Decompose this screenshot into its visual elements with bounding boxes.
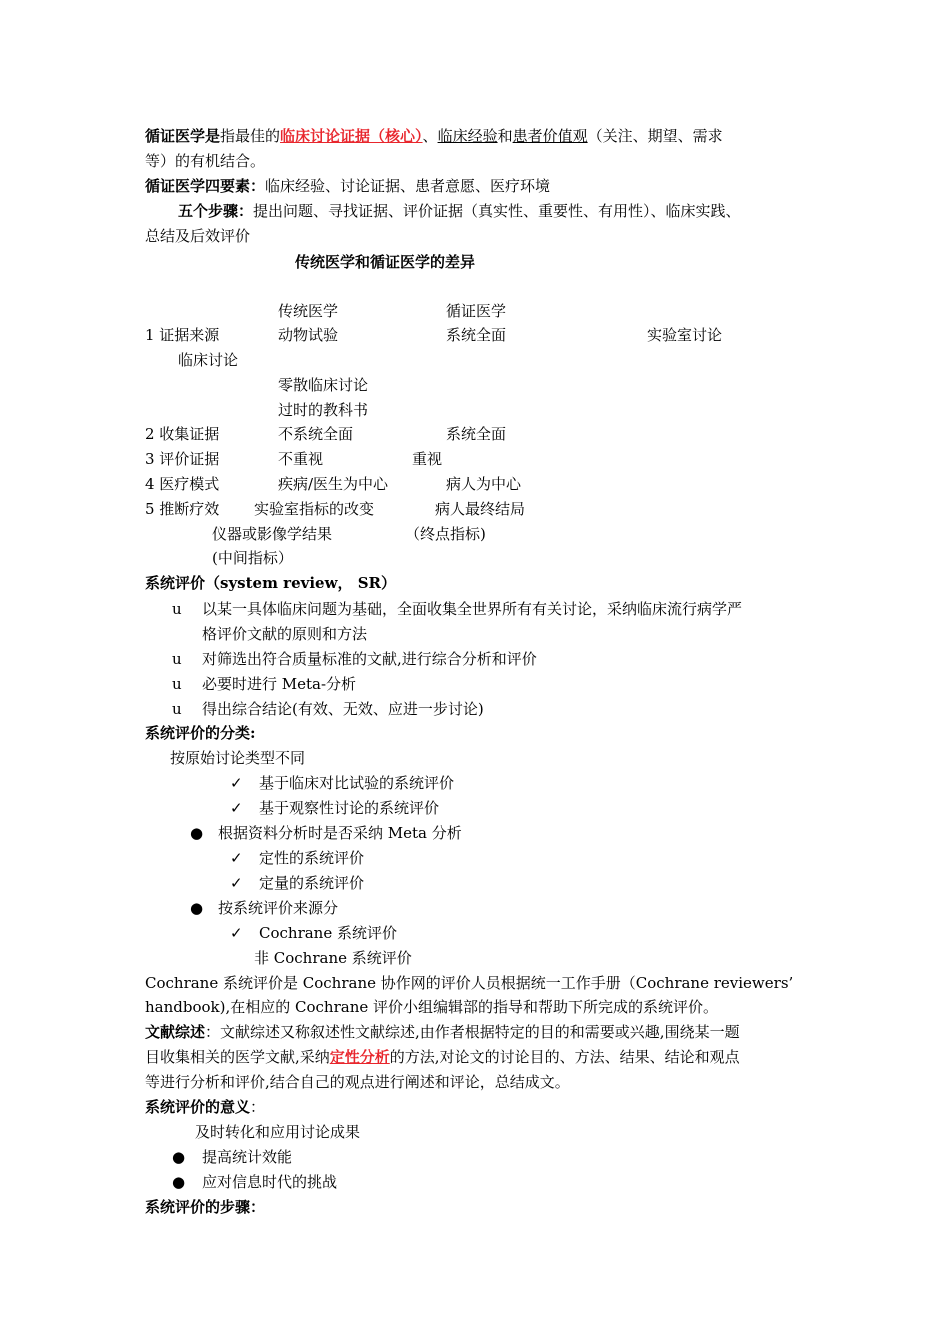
- review-line-2: [145, 1047, 740, 1067]
- check-icon: ✓: [230, 799, 243, 817]
- definition-clinical-experience: 临床经验: [437, 127, 498, 145]
- classification-item-2: 基于观察性讨论的系统评价: [259, 799, 440, 817]
- five-steps-line-1: [178, 201, 741, 221]
- row5-traditional: 实验室指标的改变: [254, 500, 375, 518]
- comparison-title: 传统医学和循证医学的差异: [295, 253, 476, 271]
- significance-heading: 系统评价的意义: [145, 1098, 251, 1116]
- sr-item-1-cont: 格评价文献的原则和方法: [202, 625, 368, 643]
- bullet-dot-icon: ●: [190, 899, 204, 917]
- row4-traditional: 疾病/医生为中心: [278, 475, 389, 493]
- row1-traditional: 动物试验: [278, 326, 339, 344]
- sr-item-3: 必要时进行 Meta-分析: [202, 675, 357, 693]
- row3-ebm: 重视: [412, 450, 443, 468]
- cochrane-line-1: Cochrane 系统评价是 Cochrane 协作网的评价人员根据统一工作手册（Cochrane reviewers’: [145, 974, 794, 992]
- conjunction: 和: [497, 127, 513, 145]
- definition-text: 指最佳的: [220, 127, 281, 145]
- significance-item-1: 提高统计效能: [202, 1148, 293, 1166]
- four-elements: [145, 176, 550, 196]
- row5-traditional-2: 仪器或影像学结果: [212, 525, 333, 543]
- definition-patient-values: 患者价值观: [512, 127, 588, 145]
- separator: 、: [422, 127, 438, 145]
- sr-item-2: 对筛选出符合质量标准的文献,进行综合分析和评价: [202, 650, 537, 668]
- row5-traditional-3: (中间指标）: [212, 549, 293, 567]
- five-steps-label: 五个步骤：: [178, 202, 254, 220]
- row4-ebm: 病人为中心: [446, 475, 522, 493]
- review-colon: ：: [205, 1023, 221, 1041]
- definition-line-2: 等）的有机结合。: [145, 152, 266, 170]
- row3-traditional: 不重视: [278, 450, 324, 468]
- row1-continuation: 临床讨论: [178, 351, 239, 369]
- check-icon: ✓: [230, 874, 243, 892]
- significance-item-0: 及时转化和应用讨论成果: [195, 1123, 361, 1141]
- five-steps-line-2: 总结及后效评价: [145, 227, 251, 245]
- row1-traditional-2: 零散临床讨论: [278, 376, 369, 394]
- significance-colon: ：: [250, 1098, 266, 1116]
- review-label: 文献综述: [145, 1023, 206, 1041]
- review-highlight: 定性分析: [329, 1048, 390, 1066]
- significance-item-2: 应对信息时代的挑战: [202, 1173, 338, 1191]
- review-line-3: 等进行分析和评价,结合自己的观点进行阐述和评论，总结成文。: [145, 1073, 570, 1091]
- row2-label: 2 收集证据: [145, 425, 220, 443]
- sr-item-1: 以某一具体临床问题为基础，全面收集全世界所有有关讨论，采纳临床流行病学严: [202, 600, 743, 618]
- row1-ebm: 系统全面: [446, 326, 507, 344]
- classification-intro: 按原始讨论类型不同: [170, 749, 306, 767]
- row5-label: 5 推断疗效: [145, 500, 220, 518]
- review-text-1: 文献综述又称叙述性文献综述,由作者根据特定的目的和需要或兴趣,围绕某一题: [220, 1023, 740, 1041]
- header-traditional: 传统医学: [278, 302, 339, 320]
- row5-ebm: 病人最终结局: [435, 500, 526, 518]
- classification-group-2: 根据资料分析时是否采纳 Meta 分析: [218, 824, 462, 842]
- row2-traditional: 不系统全面: [278, 425, 354, 443]
- significance-heading-line: [145, 1097, 265, 1117]
- sr-bullet-4: u: [172, 700, 182, 718]
- bullet-dot-icon: ●: [172, 1173, 186, 1191]
- row3-label: 3 评价证据: [145, 450, 220, 468]
- cochrane-line-2: handbook),在相应的 Cochrane 评价小组编辑部的指导和帮助下所完成的系统评价。: [145, 998, 718, 1016]
- review-line-1: [145, 1022, 740, 1042]
- row1-label: 1 证据来源: [145, 326, 220, 344]
- steps-heading: 系统评价的步骤：: [145, 1198, 266, 1216]
- four-elements-text: 临床经验、讨论证据、患者意愿、医疗环境: [265, 177, 551, 195]
- row1-extra: 实验室讨论: [647, 326, 723, 344]
- check-icon: ✓: [230, 849, 243, 867]
- definition-highlight: 临床讨论证据（核心）: [280, 127, 423, 145]
- header-ebm: 循证医学: [446, 302, 507, 320]
- review-text-2a: 目收集相关的医学文献,采纳: [145, 1048, 330, 1066]
- definition-label: 循证医学是: [145, 127, 221, 145]
- check-icon: ✓: [230, 924, 243, 942]
- row2-ebm: 系统全面: [446, 425, 507, 443]
- classification-item-5: Cochrane 系统评价: [259, 924, 397, 942]
- row4-label: 4 医疗模式: [145, 475, 220, 493]
- definition-line-1: [145, 126, 723, 146]
- sr-item-4: 得出综合结论(有效、无效、应进一步讨论): [202, 700, 484, 718]
- sr-bullet-1: u: [172, 600, 182, 618]
- classification-item-4: 定量的系统评价: [259, 874, 365, 892]
- bullet-dot-icon: ●: [172, 1148, 186, 1166]
- review-text-2b: 的方法,对论文的讨论目的、方法、结果、结论和观点: [389, 1048, 740, 1066]
- classification-item-1: 基于临床对比试验的系统评价: [259, 774, 455, 792]
- check-icon: ✓: [230, 774, 243, 792]
- classification-item-6: 非 Cochrane 系统评价: [254, 949, 412, 967]
- sr-bullet-3: u: [172, 675, 182, 693]
- row5-ebm-2: （终点指标): [405, 525, 486, 543]
- classification-item-3: 定性的系统评价: [259, 849, 365, 867]
- five-steps-text: 提出问题、寻找证据、评价证据（真实性、重要性、有用性）、临床实践、: [253, 202, 741, 220]
- row1-traditional-3: 过时的教科书: [278, 401, 369, 419]
- classification-heading: 系统评价的分类:: [145, 724, 256, 742]
- sr-bullet-2: u: [172, 650, 182, 668]
- classification-group-3: 按系统评价来源分: [218, 899, 339, 917]
- four-elements-label: 循证医学四要素：: [145, 177, 266, 195]
- sr-heading: 系统评价（system review， SR）: [145, 574, 397, 592]
- definition-rest: （关注、期望、需求: [587, 127, 723, 145]
- bullet-dot-icon: ●: [190, 824, 204, 842]
